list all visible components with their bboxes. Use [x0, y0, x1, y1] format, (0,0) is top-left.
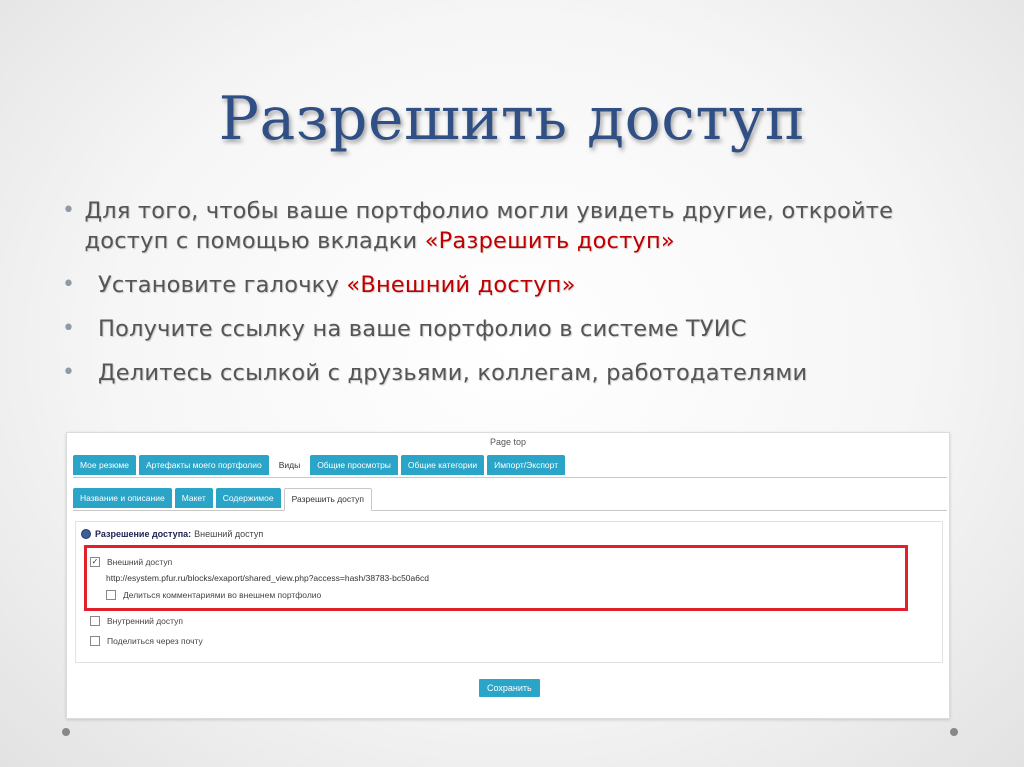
- tab-content[interactable]: Содержимое: [216, 488, 281, 508]
- share-mail-checkbox[interactable]: [90, 636, 100, 646]
- external-access-label: Внешний доступ: [107, 557, 173, 567]
- bullet-text: Получите ссылку на ваше портфолио в системе ТУИС: [98, 316, 747, 342]
- tab-import-export[interactable]: Импорт/Экспорт: [487, 455, 565, 475]
- bullet-item: [62, 196, 962, 256]
- share-mail-row: [90, 636, 203, 646]
- tab-artifacts[interactable]: Артефакты моего портфолио: [139, 455, 269, 475]
- share-comments-row: [106, 590, 321, 600]
- internal-access-checkbox[interactable]: [90, 616, 100, 626]
- share-comments-checkbox[interactable]: [106, 590, 116, 600]
- slide-title: Разрешить доступ: [218, 84, 806, 154]
- main-tabs: [73, 453, 947, 478]
- bullet-dot-icon: •: [62, 316, 75, 341]
- bullet-highlight: «Разрешить доступ»: [424, 228, 675, 254]
- tab-title-description[interactable]: Название и описание: [73, 488, 172, 508]
- sub-tabs: [73, 487, 947, 511]
- share-comments-label: Делиться комментариями во внешнем портфолио: [123, 590, 322, 600]
- save-button[interactable]: Сохранить: [479, 679, 540, 697]
- tab-shared-views[interactable]: Общие просмотры: [310, 455, 398, 475]
- page-top-link[interactable]: Page top: [489, 437, 527, 447]
- bullet-item: [62, 358, 962, 388]
- bullet-text: [84, 196, 962, 256]
- radio-icon: [81, 529, 91, 539]
- tab-allow-access[interactable]: Разрешить доступ: [284, 488, 372, 511]
- share-url[interactable]: http://esystem.pfur.ru/blocks/exaport/shared_view.php?access=hash/38783-bc50a6cd: [106, 573, 429, 583]
- bullet-item: [62, 270, 962, 300]
- share-mail-label: Поделиться через почту: [107, 636, 203, 646]
- bullet-text: [98, 270, 576, 300]
- bullet-highlight: «Внешний доступ»: [346, 272, 576, 298]
- bullet-text: Делитесь ссылкой с друзьями, коллегам, работодателями: [98, 360, 808, 386]
- next-dot-icon: [950, 728, 958, 736]
- bullet-dot-icon: •: [62, 272, 75, 297]
- internal-access-row: [90, 616, 183, 626]
- bullet-dot-icon: •: [62, 360, 75, 385]
- bullet-list: [62, 196, 962, 402]
- internal-access-label: Внутренний доступ: [107, 616, 183, 626]
- tab-shared-categories[interactable]: Общие категории: [401, 455, 484, 475]
- tab-layout[interactable]: Макет: [175, 488, 213, 508]
- portfolio-screenshot: [66, 432, 950, 719]
- access-legend: [81, 529, 263, 539]
- bullet-text-part: Установите галочку: [98, 272, 347, 298]
- tab-views[interactable]: Виды: [272, 455, 308, 475]
- bullet-text-part: Для того, чтобы ваше портфолио могли увидеть другие, откройте доступ с помощью вкладки: [84, 198, 894, 254]
- bullet-dot-icon: •: [62, 198, 75, 223]
- legend-label: Разрешение доступа:: [95, 529, 192, 539]
- bullet-item: [62, 314, 962, 344]
- prev-dot-icon: [62, 728, 70, 736]
- tab-my-resume[interactable]: Мое резюме: [73, 455, 136, 475]
- legend-value: Внешний доступ: [194, 529, 264, 539]
- access-panel: [75, 521, 943, 663]
- external-access-checkbox[interactable]: ✓: [91, 557, 99, 566]
- external-access-row: [90, 557, 172, 567]
